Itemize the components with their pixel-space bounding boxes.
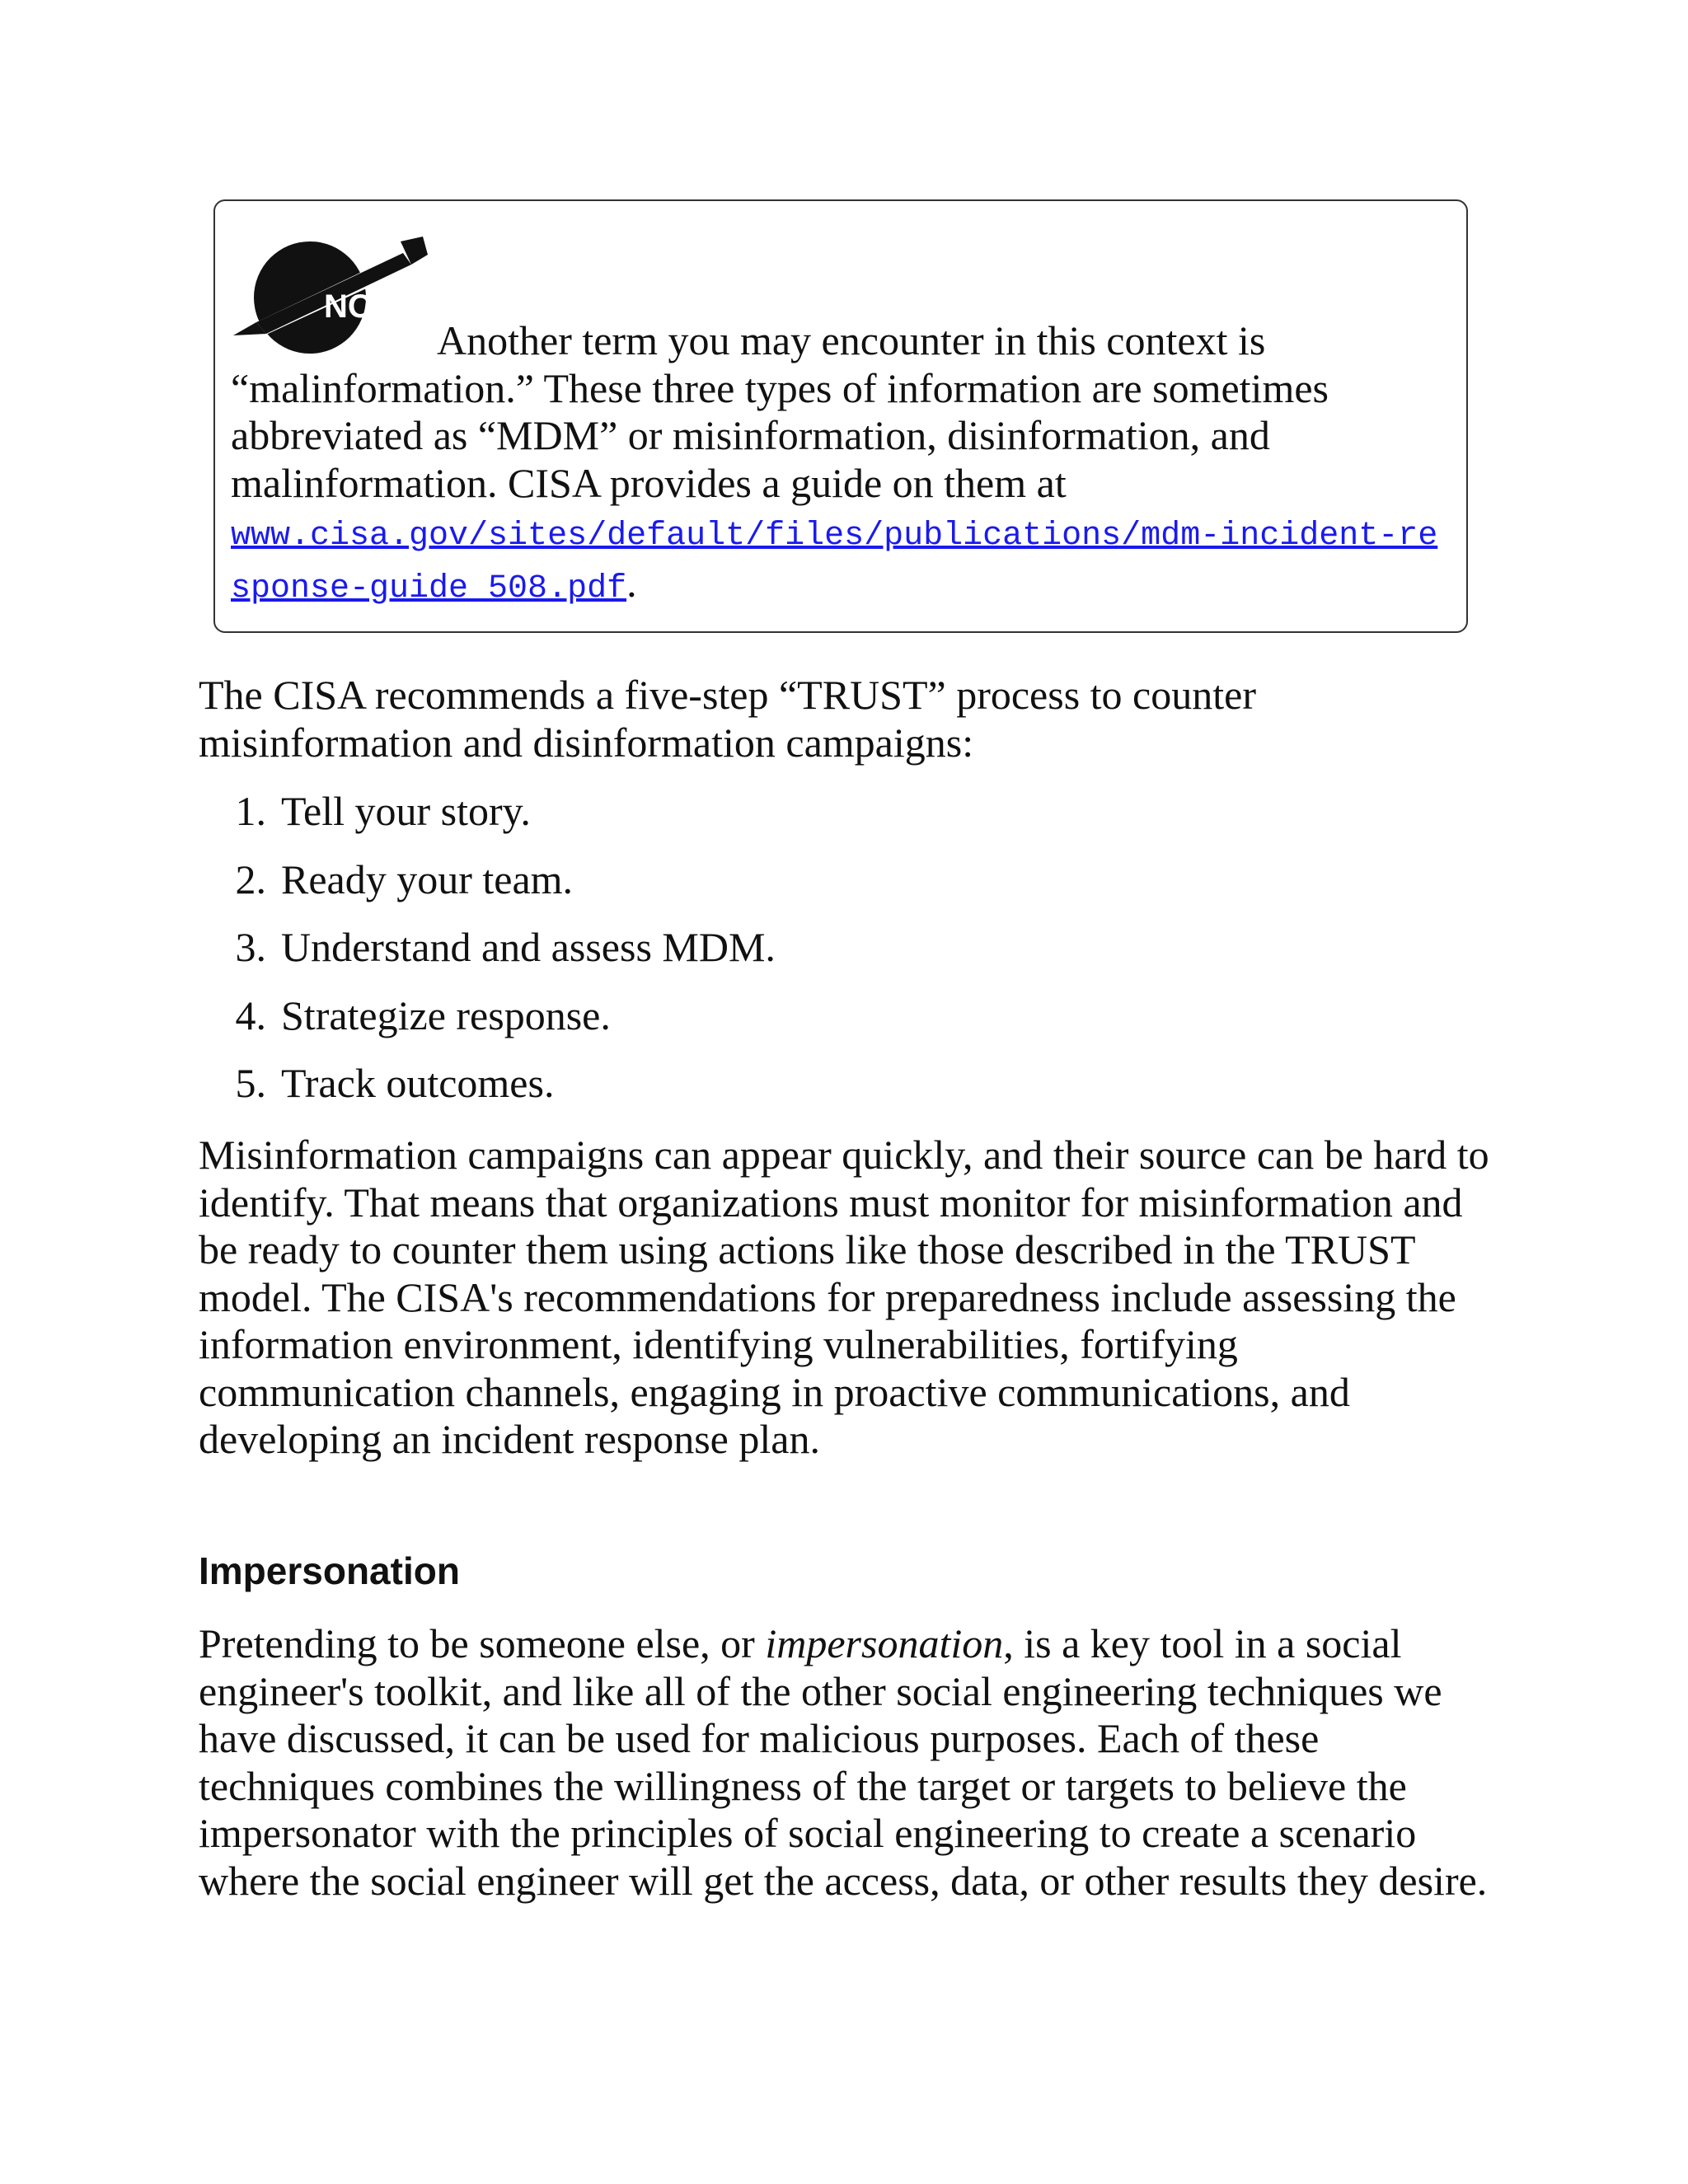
list-item-text: Tell your story. <box>281 788 531 834</box>
list-item <box>199 924 1435 992</box>
list-item-text: Strategize response. <box>281 991 611 1038</box>
list-item-text: Understand and assess MDM. <box>281 924 776 970</box>
misinformation-paragraph: Misinformation campaigns can appear quickly, and their source can be hard to identify. That means that organizations must monitor for misinformation and be ready to counter them using actions like those described in the TRUST model. The CISA's recommendations for preparedness include assessing the information environment, identifying vulnerabilities, fortifying communication channels, engaging in proactive communications, and developing an incident response plan. <box>199 1132 1489 1462</box>
list-item-number: 4. <box>235 991 266 1038</box>
note-icon-label: NOTE <box>324 288 416 325</box>
list-item <box>199 788 1435 856</box>
list-item-text: Ready your team. <box>281 855 574 902</box>
list-item <box>199 856 1435 925</box>
impersonation-text-start: Pretending to be someone else, or <box>199 1620 766 1666</box>
trust-intro-paragraph: The CISA recommends a five-step “TRUST” process to counter misinformation and disinformation campaigns: <box>199 672 1256 766</box>
impersonation-text-rest: , is a key tool in a social engineer's toolkit, and like all of the other social engineering techniques we have discussed, it can be used for malicious purposes. Each of these techniques combines the willingness of the target or targets to believe the impersonator with the principles of social engineering to create a scenario where the social engineer will get the access, data, or other results they desire. <box>199 1620 1488 1904</box>
list-item-number: 5. <box>235 1060 266 1106</box>
list-item-number: 2. <box>235 855 266 902</box>
note-text <box>231 317 1451 612</box>
list-item <box>199 992 1435 1061</box>
cisa-guide-link[interactable]: www.cisa.gov/sites/default/files/publications/mdm-incident-response-guide_508.pdf <box>231 518 1438 607</box>
list-item <box>199 1060 1435 1128</box>
impersonation-paragraph <box>199 1620 1501 1905</box>
note-link-suffix: . <box>626 560 637 606</box>
list-item-number: 3. <box>235 924 266 970</box>
note-body: Another term you may encounter in this context is “malinformation.” These three types of information are sometimes abbreviated as “MDM” or misinformation, disinformation, and malinformation. CISA provides a guide on them at <box>231 317 1329 506</box>
trust-steps-list <box>199 788 1435 1128</box>
list-item-number: 1. <box>235 788 266 834</box>
impersonation-term: impersonation <box>765 1620 1004 1666</box>
section-heading: Impersonation <box>199 1549 460 1592</box>
list-item-text: Track outcomes. <box>281 1060 555 1106</box>
